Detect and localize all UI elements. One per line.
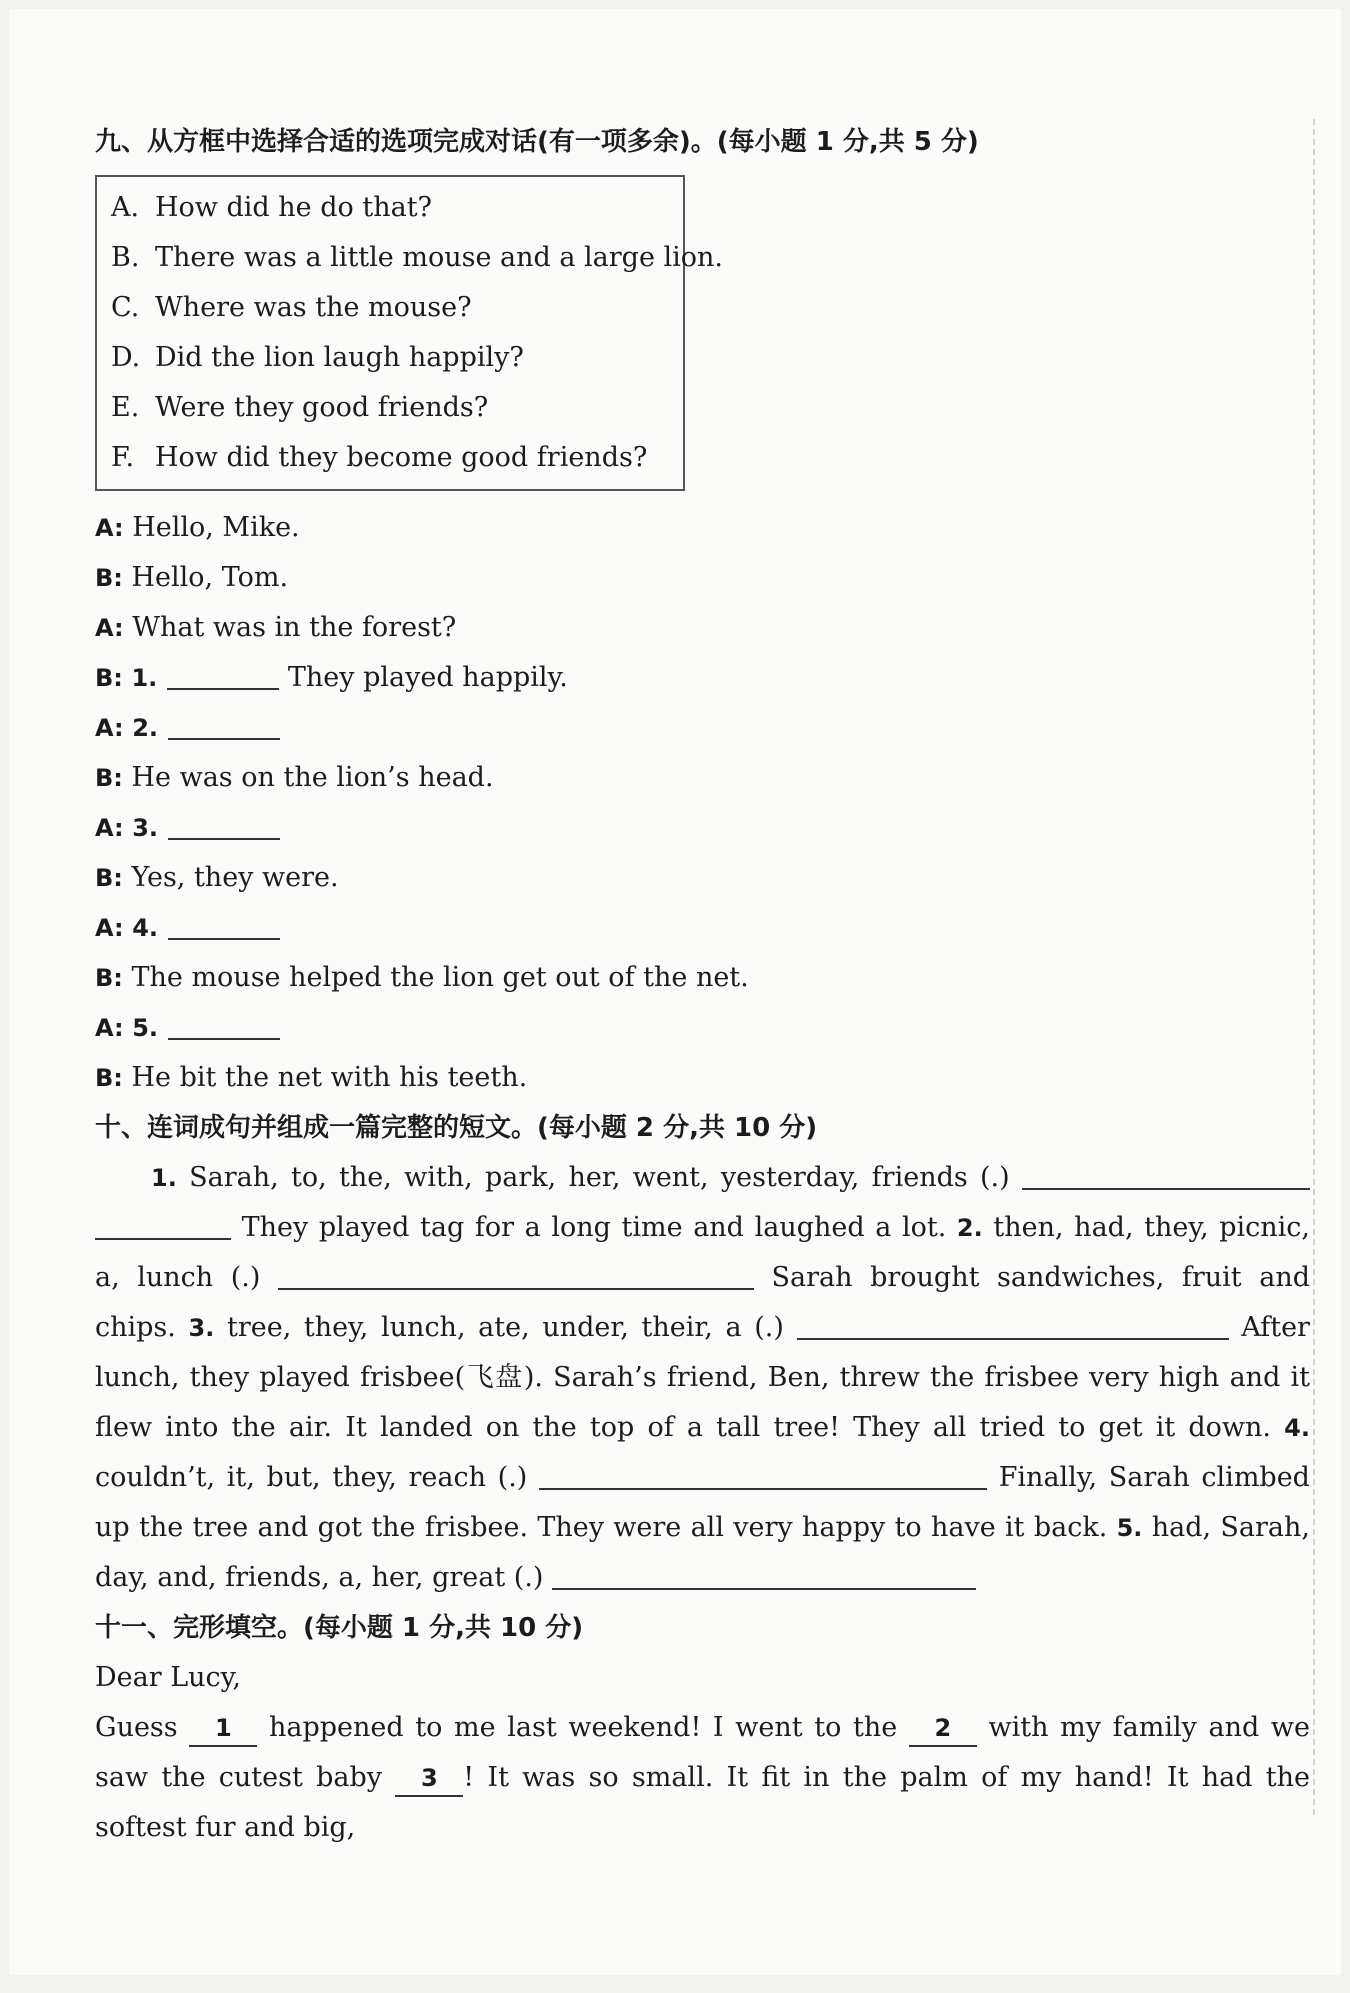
option-f xyxy=(111,433,683,483)
option-text: There was a little mouse and a large lion. xyxy=(155,242,724,273)
speaker: B: xyxy=(95,1064,123,1092)
cloze-text: Guess xyxy=(95,1712,178,1743)
speaker: A: xyxy=(95,1014,124,1042)
scrambled-words-2: then, had, they, picnic, a, lunch (.) xyxy=(95,1212,1310,1293)
dialogue-text: Yes, they were. xyxy=(131,862,339,893)
cloze-blank-1[interactable]: 1 xyxy=(189,1711,257,1747)
question-number: 5. xyxy=(132,1014,159,1042)
speaker: A: xyxy=(95,614,124,642)
question-number: 1. xyxy=(131,664,158,692)
speaker: B: xyxy=(95,664,123,692)
section10-heading: 十、连词成句并组成一篇完整的短文。(每小题 2 分,共 10 分) xyxy=(95,1113,818,1143)
scrambled-words-5: had, Sarah, day, and, friends, a, her, great (.) xyxy=(95,1512,1310,1593)
dialogue-line xyxy=(95,703,1310,753)
section9-heading: 九、从方框中选择合适的选项完成对话(有一项多余)。(每小题 1 分,共 5 分) xyxy=(95,127,979,157)
cloze-text: happened to me last weekend! I went to the xyxy=(268,1712,898,1743)
cloze-blank-3[interactable]: 3 xyxy=(395,1761,463,1797)
cloze-blank-2[interactable]: 2 xyxy=(909,1711,977,1747)
speaker: A: xyxy=(95,714,124,742)
question-number: 4. xyxy=(132,914,159,942)
speaker: A: xyxy=(95,514,124,542)
sentence-blank-2[interactable] xyxy=(278,1258,754,1290)
dialogue-line xyxy=(95,1053,1310,1103)
dialogue-line xyxy=(95,603,1310,653)
answer-blank-4[interactable] xyxy=(168,908,280,940)
question-number: 4. xyxy=(1284,1414,1310,1442)
question-number: 2. xyxy=(956,1214,983,1242)
option-letter: D. xyxy=(111,342,141,373)
passage-text: Sarah brought sandwiches, fruit and chips. xyxy=(95,1262,1310,1343)
option-letter: C. xyxy=(111,292,140,323)
cloze-text: ! It was so small. It fit in the palm of my hand! It had the softest fur and big, xyxy=(95,1762,1310,1843)
dialogue-line xyxy=(95,553,1310,603)
question-number: 2. xyxy=(132,714,159,742)
binding-dashed-line xyxy=(1313,119,1315,1815)
question-number: 5. xyxy=(1116,1514,1143,1542)
dialogue-line xyxy=(95,853,1310,903)
answer-blank-3[interactable] xyxy=(168,808,280,840)
speaker: B: xyxy=(95,764,123,792)
worksheet-content xyxy=(95,117,1310,1853)
answer-blank-2[interactable] xyxy=(168,708,280,740)
sentence-blank-3[interactable] xyxy=(797,1308,1229,1340)
section10-passage xyxy=(95,1153,1310,1603)
cloze-passage xyxy=(95,1703,1310,1853)
dialogue-text: He was on the lion’s head. xyxy=(131,762,494,793)
question-number: 1. xyxy=(151,1164,177,1192)
dialogue-line xyxy=(95,953,1310,1003)
question-number: 3. xyxy=(132,814,159,842)
option-text: Did the lion laugh happily? xyxy=(155,342,524,373)
dialogue-line xyxy=(95,903,1310,953)
answer-blank-5[interactable] xyxy=(168,1008,280,1040)
option-d xyxy=(111,333,683,383)
sentence-blank-1-cont[interactable] xyxy=(95,1208,231,1240)
dialogue-text: Hello, Tom. xyxy=(131,562,289,593)
speaker: A: xyxy=(95,814,124,842)
option-text: How did they become good friends? xyxy=(155,442,648,473)
dialogue xyxy=(95,503,1310,1103)
letter-salutation: Dear Lucy, xyxy=(95,1662,241,1693)
passage-text: Finally, Sarah climbed up the tree and got the frisbee. They were all very happy to have it back. xyxy=(95,1462,1310,1543)
speaker: A: xyxy=(95,914,124,942)
option-text: Where was the mouse? xyxy=(155,292,472,323)
option-c xyxy=(111,283,683,333)
answer-blank-1[interactable] xyxy=(167,658,279,690)
section11-heading: 十一、完形填空。(每小题 1 分,共 10 分) xyxy=(95,1613,584,1643)
worksheet-page xyxy=(9,9,1341,1975)
dialogue-line xyxy=(95,753,1310,803)
dialogue-text: Hello, Mike. xyxy=(132,512,300,543)
option-text: How did he do that? xyxy=(155,192,433,223)
dialogue-line xyxy=(95,653,1310,703)
dialogue-text: The mouse helped the lion get out of the net. xyxy=(131,962,749,993)
dialogue-line xyxy=(95,803,1310,853)
scrambled-words-3: tree, they, lunch, ate, under, their, a (.) xyxy=(226,1312,784,1343)
option-text: Were they good friends? xyxy=(155,392,489,423)
options-box xyxy=(95,175,724,491)
option-letter: A. xyxy=(111,192,140,223)
speaker: B: xyxy=(95,964,123,992)
speaker: B: xyxy=(95,864,123,892)
passage-text: After lunch, they played frisbee(飞盘). Sarah’s friend, Ben, threw the frisbee very high and it flew into the air. It landed on the top of a tall tree! They all tried to get it down. xyxy=(95,1312,1310,1443)
option-e xyxy=(111,383,683,433)
scrambled-words-1: Sarah, to, the, with, park, her, went, yesterday, friends (.) xyxy=(189,1162,1010,1193)
dialogue-text: What was in the forest? xyxy=(132,612,457,643)
option-b xyxy=(111,233,724,283)
sentence-blank-4[interactable] xyxy=(539,1458,987,1490)
option-letter: B. xyxy=(111,242,140,273)
dialogue-text: He bit the net with his teeth. xyxy=(131,1062,528,1093)
cloze-text: with my family and we saw the cutest baby xyxy=(95,1712,1310,1793)
option-letter: E. xyxy=(111,392,140,423)
dialogue-line xyxy=(95,503,1310,553)
passage-text: They played tag for a long time and laughed a lot. xyxy=(241,1212,947,1243)
scrambled-words-4: couldn’t, it, but, they, reach (.) xyxy=(95,1462,528,1493)
speaker: B: xyxy=(95,564,123,592)
option-letter: F. xyxy=(111,442,135,473)
sentence-blank-5[interactable] xyxy=(552,1558,976,1590)
dialogue-text: They played happily. xyxy=(287,662,568,693)
dialogue-line xyxy=(95,1003,1310,1053)
sentence-blank-1[interactable] xyxy=(1022,1158,1310,1190)
question-number: 3. xyxy=(188,1314,215,1342)
option-a xyxy=(111,183,683,233)
